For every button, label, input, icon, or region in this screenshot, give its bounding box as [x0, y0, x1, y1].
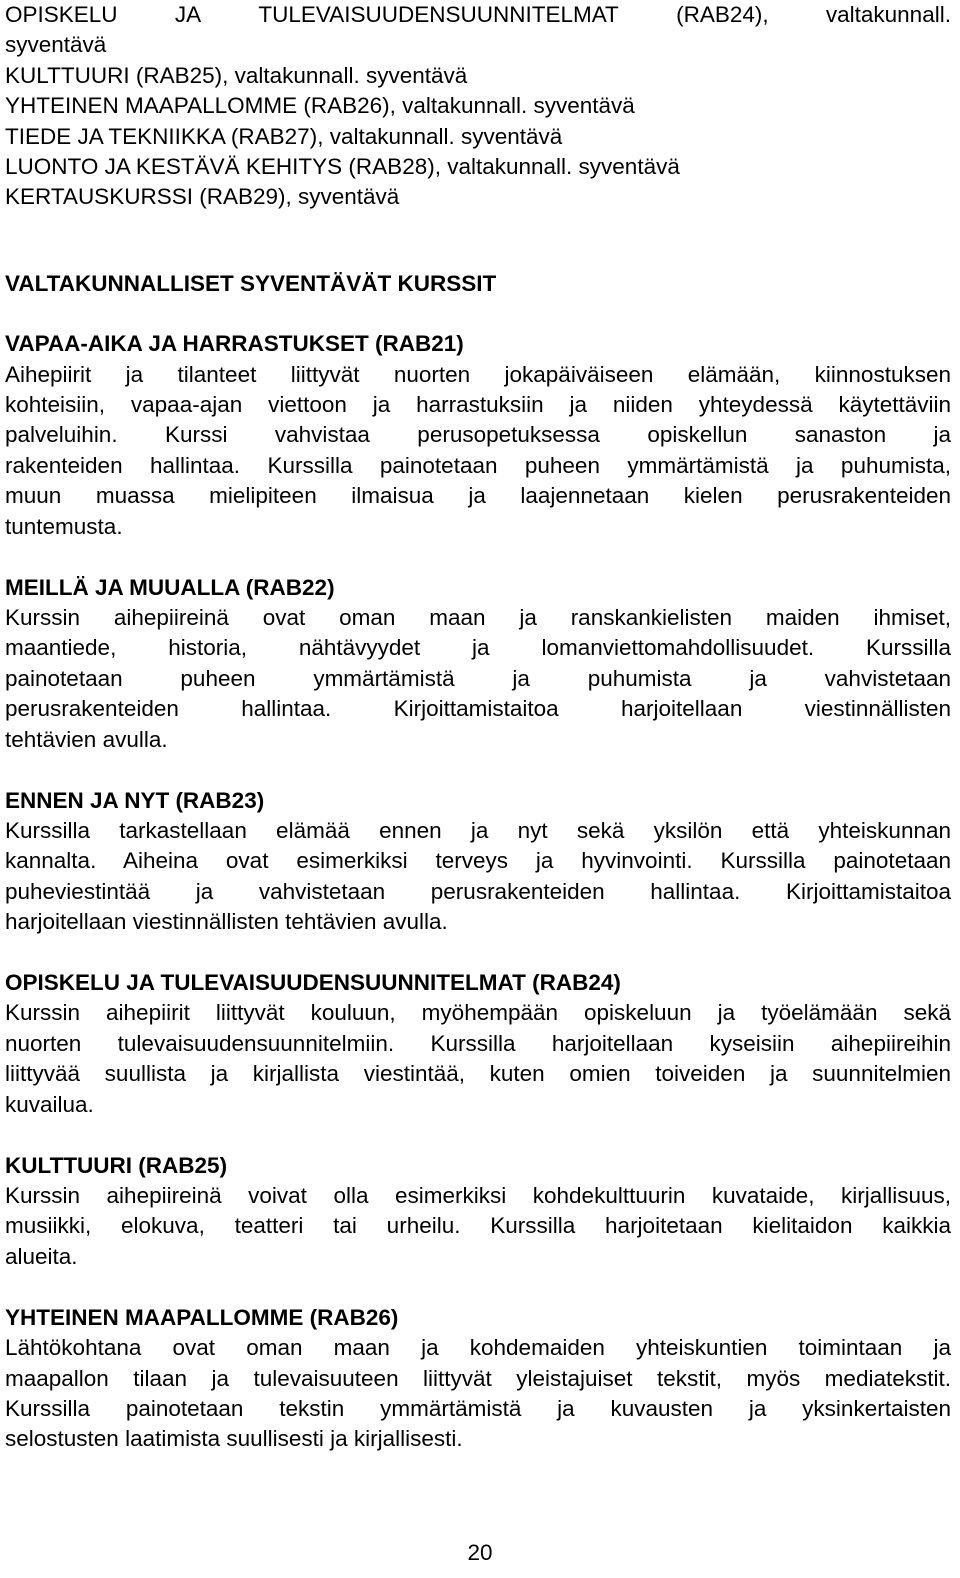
word: (RAB24), [676, 2, 769, 27]
course-heading: KULTTUURI (RAB25) [5, 1152, 228, 1178]
paragraph-line: muun muassa mielipiteen ilmaisua ja laajennetaan kielen perusrakenteiden [5, 483, 951, 509]
paragraph-line: tuntemusta. [5, 513, 123, 539]
course-heading: YHTEINEN MAAPALLOMME (RAB26) [5, 1304, 399, 1330]
course-list-item: YHTEINEN MAAPALLOMME (RAB26), valtakunnall. syventävä [5, 93, 635, 119]
paragraph-line: Kurssilla tarkastellaan elämää ennen ja nyt sekä yksilön että yhteiskunnan [5, 817, 951, 843]
paragraph-line: liittyvää suullista ja kirjallista viestintää, kuten omien toiveiden ja suunnitelmien [5, 1061, 951, 1087]
paragraph-line: Kurssin aihepiireinä ovat oman maan ja ranskankielisten maiden ihmiset, [5, 605, 951, 630]
paragraph-line: musiikki, elokuva, teatteri tai urheilu. Kurssilla harjoitetaan kielitaidon kaikkia [5, 1213, 951, 1239]
paragraph-line: Kurssin aihepiireinä voivat olla esimerkiksi kohdekulttuurin kuvataide, kirjallisuus, [5, 1183, 951, 1208]
course-section [5, 968, 951, 1120]
paragraph-line: tehtävien avulla. [5, 726, 168, 752]
paragraph-line: maapallon tilaan ja tulevaisuuteen liittyvät yleistajuiset tekstit, myös mediatekstit. [5, 1365, 951, 1391]
paragraph-line: Kurssilla painotetaan tekstin ymmärtämistä ja kuvausten ja yksinkertaisten [5, 1395, 951, 1421]
paragraph-line: kannalta. Aiheina ovat esimerkiksi terveys ja hyvinvointi. Kurssilla painotetaan [5, 848, 951, 874]
course-heading: ENNEN JA NYT (RAB23) [5, 787, 265, 813]
course-list-item: TIEDE JA TEKNIIKKA (RAB27), valtakunnall. syventävä [5, 123, 563, 149]
section-title: VALTAKUNNALLISET SYVENTÄVÄT KURSSIT [5, 270, 497, 296]
course-list [5, 0, 951, 213]
document-page [5, 0, 951, 1455]
paragraph-line: palveluihin. Kurssi vahvistaa perusopetuksessa opiskellun sanaston ja [5, 422, 951, 448]
course-heading: OPISKELU JA TULEVAISUUDENSUUNNITELMAT (RAB24) [5, 970, 621, 996]
paragraph-line: Lähtökohtana ovat oman maan ja kohdemaiden yhteiskuntien toimintaan ja [5, 1335, 951, 1361]
course-section [5, 786, 951, 938]
word: TULEVAISUUDENSUUNNITELMAT [258, 2, 619, 27]
paragraph-line: puheviestintää ja vahvistetaan perusrakenteiden hallintaa. Kirjoittamistaitoa [5, 878, 951, 904]
word: OPISKELU [5, 2, 118, 27]
course-heading: VAPAA-AIKA JA HARRASTUKSET (RAB21) [5, 331, 464, 357]
paragraph-line: painotetaan puheen ymmärtämistä ja puhumista ja vahvistetaan [5, 665, 951, 691]
paragraph-line: maantiede, historia, nähtävyydet ja lomanviettomahdollisuudet. Kurssilla [5, 635, 951, 661]
paragraph-line: perusrakenteiden hallintaa. Kirjoittamistaitoa harjoitellaan viestinnällisten [5, 696, 951, 722]
paragraph-line: alueita. [5, 1243, 78, 1269]
course-list-item: KULTTUURI (RAB25), valtakunnall. syventävä [5, 62, 468, 88]
course-list-item: KERTAUSKURSSI (RAB29), syventävä [5, 184, 400, 210]
course-section [5, 329, 951, 542]
course-heading: MEILLÄ JA MUUALLA (RAB22) [5, 574, 335, 600]
paragraph-line: kohteisiin, vapaa-ajan viettoon ja harrastuksiin ja niiden yhteydessä käytettäviin [5, 392, 951, 418]
word: JA [174, 2, 202, 27]
paragraph-line: Kurssin aihepiirit liittyvät kouluun, myöhempään opiskeluun ja työelämään sekä [5, 1000, 951, 1026]
paragraph-line: kuvailua. [5, 1091, 94, 1117]
word: valtakunnall. [825, 2, 951, 27]
paragraph-line: harjoitellaan viestinnällisten tehtävien avulla. [5, 909, 448, 935]
course-section [5, 573, 951, 755]
page-number: 20 [467, 1540, 493, 1565]
paragraph-line: Aihepiirit ja tilanteet liittyvät nuorten jokapäiväiseen elämään, kiinnostuksen [5, 361, 951, 387]
paragraph-line: rakenteiden hallintaa. Kurssilla painotetaan puheen ymmärtämistä ja puhumista, [5, 452, 951, 478]
course-section [5, 1151, 951, 1273]
course-section [5, 1303, 951, 1455]
course-list-item-first [5, 0, 951, 30]
course-list-item-cont: syventävä [5, 32, 107, 58]
course-list-item: LUONTO JA KESTÄVÄ KEHITYS (RAB28), valtakunnall. syventävä [5, 154, 680, 180]
paragraph-line: nuorten tulevaisuudensuunnitelmiin. Kurssilla harjoitellaan kyseisiin aihepiireihin [5, 1030, 951, 1056]
paragraph-line: selostusten laatimista suullisesti ja kirjallisesti. [5, 1426, 463, 1452]
